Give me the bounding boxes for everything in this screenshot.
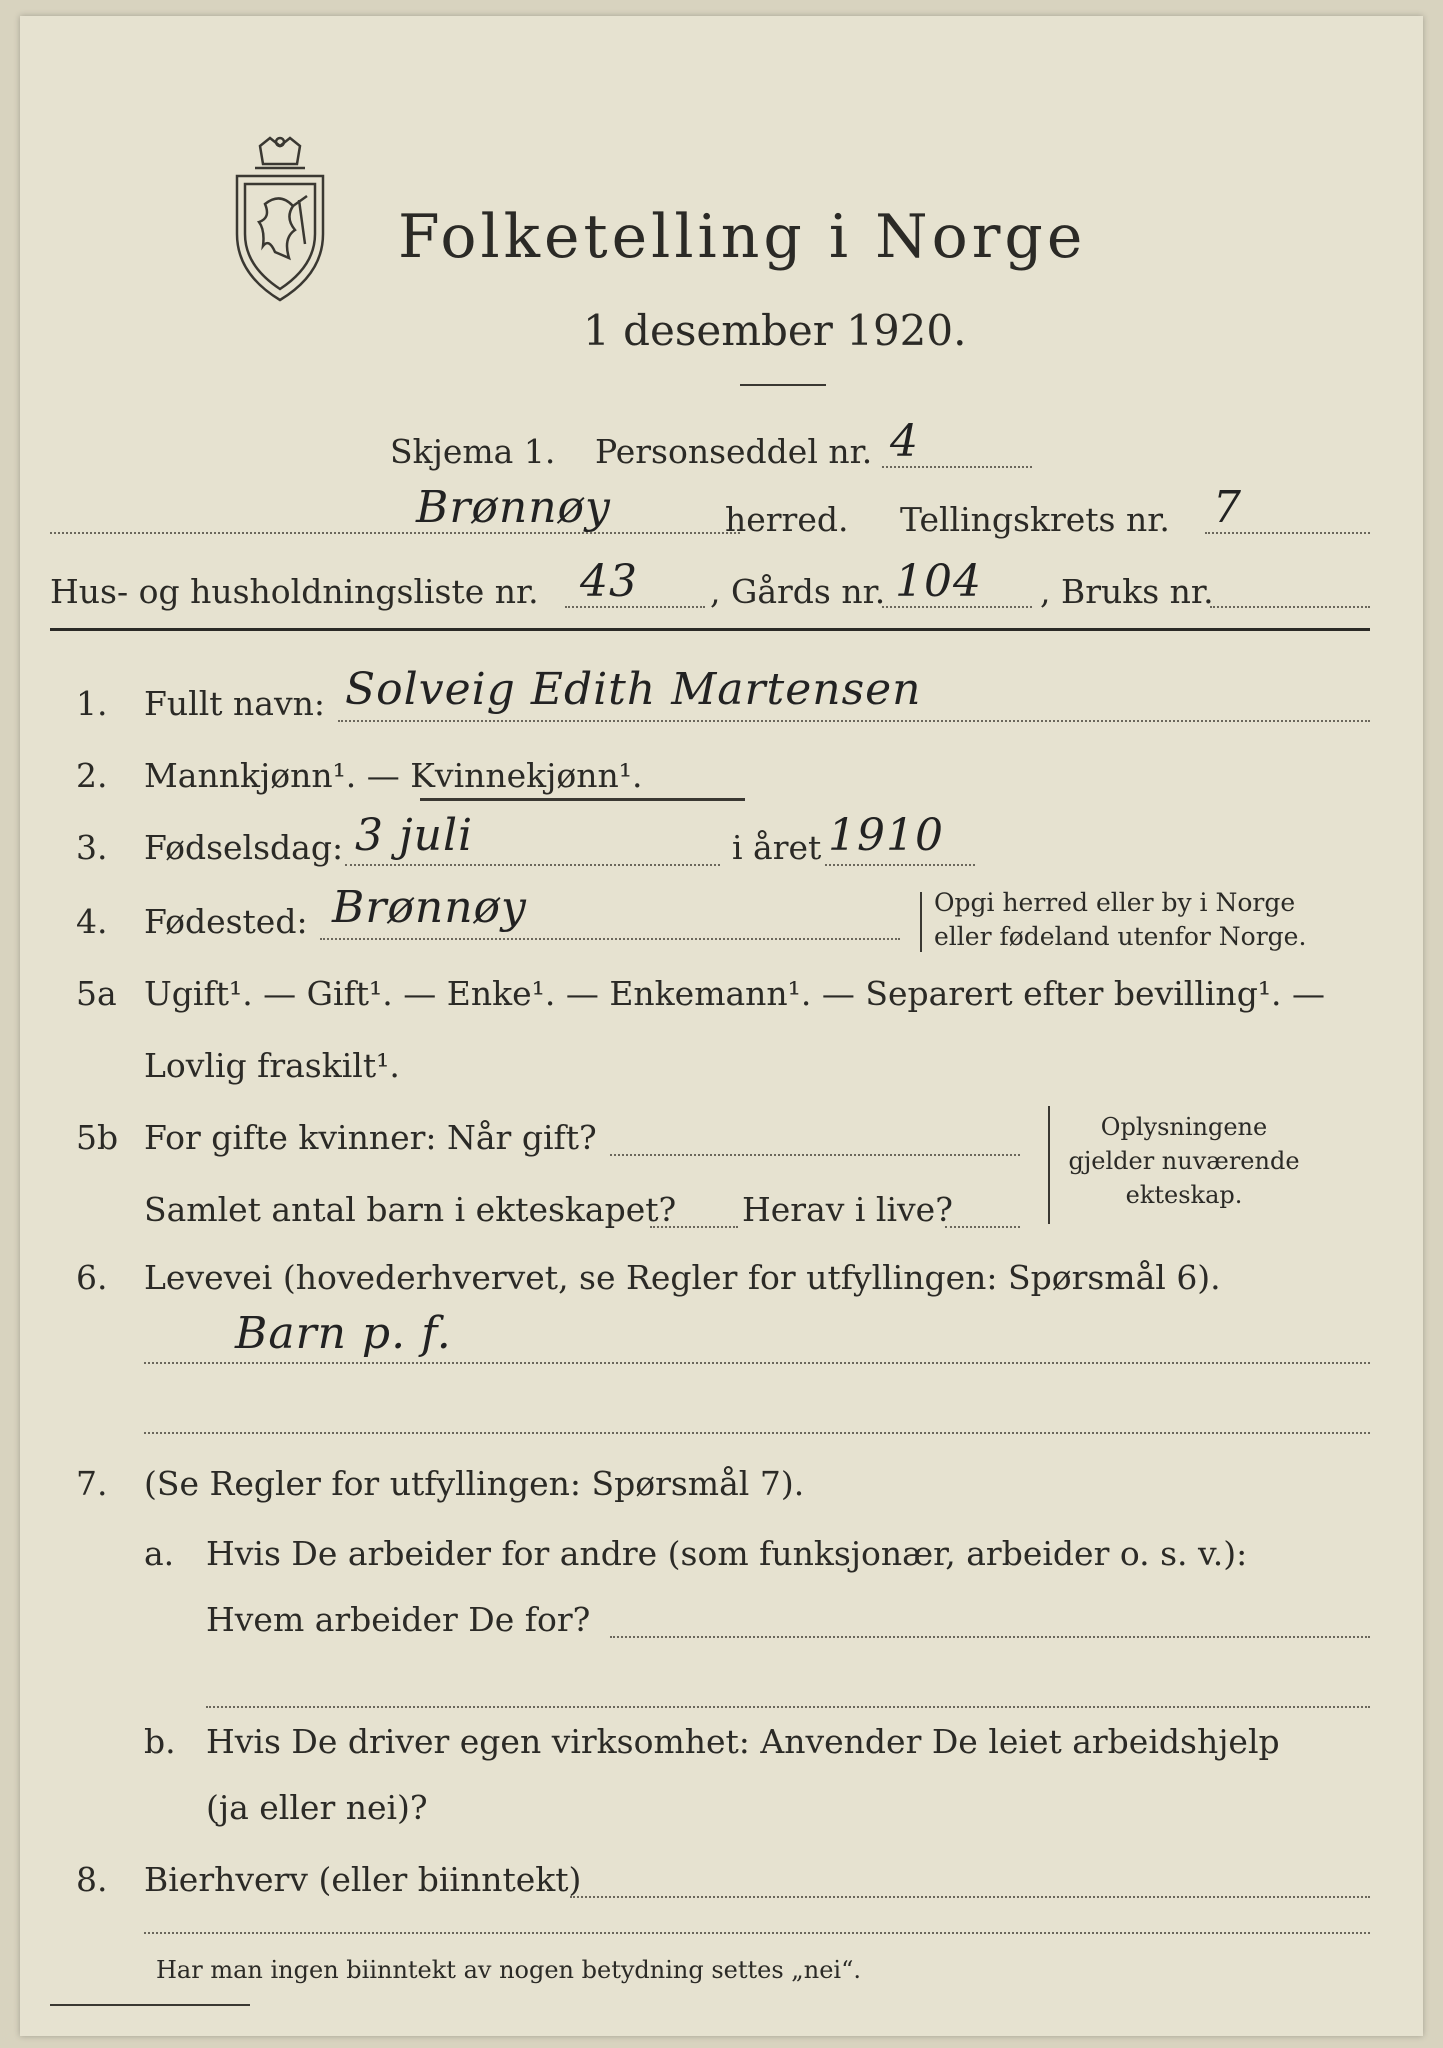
q5b-line2b: Herav i live? xyxy=(742,1190,953,1229)
q2-underline xyxy=(420,798,745,801)
q5a-number: 5a xyxy=(76,974,117,1013)
tellingskrets-label: Tellingskrets nr. xyxy=(900,500,1170,539)
tellingskrets-value: 7 xyxy=(1213,482,1242,533)
q5b-note-line1: Oplysningene xyxy=(1100,1113,1268,1141)
q5a-line2: Lovlig fraskilt¹. xyxy=(144,1046,400,1085)
personseddel-line xyxy=(882,466,1032,468)
q3-day-line xyxy=(345,864,720,866)
q7-label: (Se Regler for utfyllingen: Spørsmål 7). xyxy=(144,1464,805,1503)
q8-label: Bierhverv (eller biinntekt) xyxy=(144,1860,582,1899)
q4-number: 4. xyxy=(76,902,108,941)
q4-line xyxy=(320,938,900,940)
gards-line xyxy=(882,606,1032,608)
q3-day-value: 3 juli xyxy=(355,810,474,861)
bruks-line xyxy=(1210,606,1370,608)
q5a-line1: Ugift¹. — Gift¹. — Enke¹. — Enkemann¹. — Separert efter bevilling¹. — xyxy=(144,974,1326,1013)
q7a-line xyxy=(610,1636,1370,1638)
q3-label: Fødselsdag: xyxy=(144,828,344,867)
q5b-note-line2: gjelder nuværende xyxy=(1068,1147,1300,1175)
q3-year-label: i året xyxy=(732,828,822,867)
q4-note-line2: eller fødeland utenfor Norge. xyxy=(934,922,1307,951)
schema-label: Skjema 1. xyxy=(390,432,556,471)
herred-label: herred. xyxy=(725,500,849,539)
q4-note-line1: Opgi herred eller by i Norge xyxy=(934,888,1296,917)
q5b-note-line3: ekteskap. xyxy=(1125,1181,1243,1209)
q5b-number: 5b xyxy=(76,1118,119,1157)
tellingskrets-line xyxy=(1205,532,1370,534)
q6-line2 xyxy=(144,1432,1370,1434)
personseddel-label: Personseddel nr. xyxy=(595,432,873,471)
husliste-value: 43 xyxy=(580,556,638,607)
q5b-brace xyxy=(1048,1106,1050,1224)
herred-value: Brønnøy xyxy=(416,482,611,533)
form-date: 1 desember 1920. xyxy=(583,306,967,355)
q1-number: 1. xyxy=(76,684,108,723)
q5b-married-line xyxy=(610,1154,1020,1156)
q7a-line1: Hvis De arbeider for andre (som funksjonær, arbeider o. s. v.): xyxy=(206,1534,1248,1573)
header-rule xyxy=(50,628,1370,631)
bruks-label: , Bruks nr. xyxy=(1040,572,1214,611)
q7a-letter: a. xyxy=(144,1534,175,1573)
q7a-line-extra xyxy=(206,1706,1370,1708)
q6-value: Barn p. f. xyxy=(235,1308,452,1359)
q6-line1 xyxy=(144,1362,1370,1364)
q7a-line2: Hvem arbeider De for? xyxy=(206,1600,591,1639)
q4-brace xyxy=(920,892,922,952)
q3-year-line xyxy=(825,864,975,866)
census-form xyxy=(20,16,1423,2036)
footer-note: Har man ingen biinntekt av nogen betydning settes „nei“. xyxy=(156,1956,861,1984)
q5b-children-line xyxy=(650,1226,738,1228)
q1-value: Solveig Edith Martensen xyxy=(345,664,922,715)
footer-rule xyxy=(50,2004,250,2006)
gards-label: , Gårds nr. xyxy=(710,572,886,611)
q6-label: Levevei (hovederhvervet, se Regler for utfyllingen: Spørsmål 6). xyxy=(144,1258,1221,1297)
q1-line xyxy=(338,720,1370,722)
q7b-line2: (ja eller nei)? xyxy=(206,1788,428,1827)
q4-label: Fødested: xyxy=(144,902,308,941)
q7-number: 7. xyxy=(76,1464,108,1503)
husliste-line xyxy=(565,606,705,608)
q3-number: 3. xyxy=(76,828,108,867)
q5b-alive-line xyxy=(945,1226,1020,1228)
q8-line-extra xyxy=(144,1932,1370,1934)
q7b-letter: b. xyxy=(144,1722,176,1761)
q3-year-value: 1910 xyxy=(828,810,944,861)
husliste-label: Hus- og husholdningsliste nr. xyxy=(50,572,539,611)
q5b-line1: For gifte kvinner: Når gift? xyxy=(144,1118,597,1157)
form-title: Folketelling i Norge xyxy=(398,202,1087,272)
q8-number: 8. xyxy=(76,1860,108,1899)
herred-line xyxy=(50,532,740,534)
personseddel-value: 4 xyxy=(890,416,919,467)
q2-label: Mannkjønn¹. — Kvinnekjønn¹. xyxy=(144,756,643,795)
q4-value: Brønnøy xyxy=(332,882,527,933)
q5b-note xyxy=(1064,1110,1304,1212)
title-divider xyxy=(740,384,826,386)
q7b-line1: Hvis De driver egen virksomhet: Anvender De leiet arbeidshjelp xyxy=(206,1722,1280,1761)
q1-label: Fullt navn: xyxy=(144,684,325,723)
q8-line xyxy=(570,1896,1370,1898)
q2-number: 2. xyxy=(76,756,108,795)
q6-number: 6. xyxy=(76,1258,108,1297)
gards-value: 104 xyxy=(895,556,982,607)
q5b-line2a: Samlet antal barn i ekteskapet? xyxy=(144,1190,677,1229)
coat-of-arms-icon xyxy=(225,134,335,304)
